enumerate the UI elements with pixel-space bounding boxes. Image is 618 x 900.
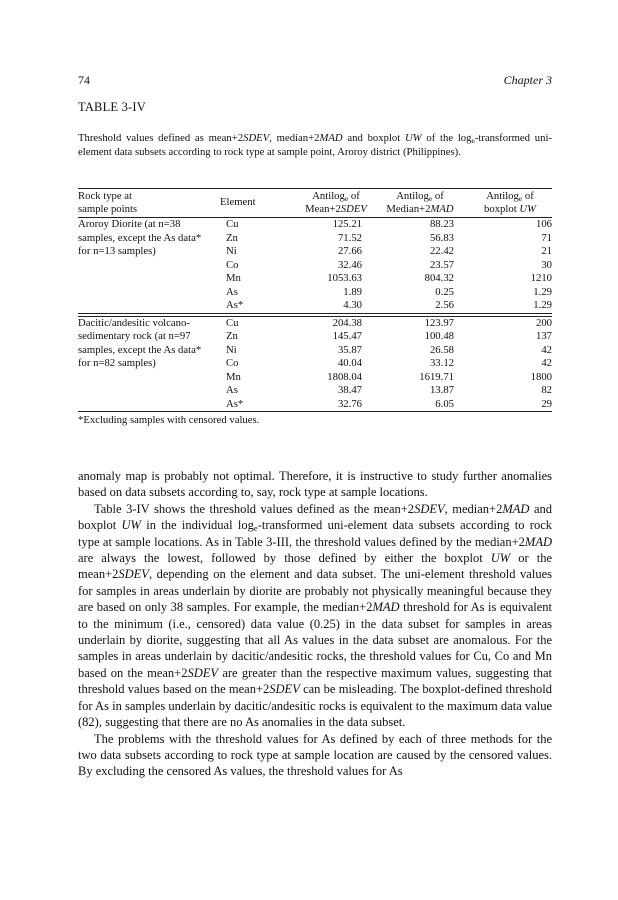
element-cell: As* [226, 299, 244, 311]
rock-group-diorite [78, 218, 552, 313]
table-bottom-rule [78, 411, 552, 412]
table-row [78, 317, 552, 331]
element-cell: Cu [226, 218, 239, 230]
uw-value-cell: 30 [541, 258, 552, 271]
mean-value-cell: 204.38 [332, 316, 362, 329]
uw-value-cell: 200 [535, 316, 552, 329]
table-row [78, 245, 552, 259]
mean-value-cell: 35.87 [337, 343, 362, 356]
header-boxplot: Antilog$_e$ of boxplot UW [484, 190, 536, 215]
median-value-cell: 23.57 [429, 258, 454, 271]
uw-value-cell: 82 [541, 384, 552, 396]
median-value-cell: 804.32 [424, 272, 454, 284]
median-value-cell: 56.83 [429, 231, 454, 244]
mean-value-cell: 32.46 [337, 258, 362, 271]
uw-value-cell: 42 [541, 343, 552, 356]
median-value-cell: 13.87 [429, 384, 454, 396]
uw-value-cell: 1.29 [533, 299, 552, 311]
mean-value-cell: 71.52 [337, 231, 362, 244]
table-row [78, 299, 552, 313]
header-median: Antilog$_e$ of Median+2MAD [386, 190, 454, 215]
element-cell: Ni [226, 245, 237, 257]
median-value-cell: 100.48 [424, 330, 454, 342]
table-row [78, 344, 552, 358]
element-cell: As [226, 285, 238, 298]
mean-value-cell: 125.21 [332, 218, 362, 230]
table-row [78, 371, 552, 385]
median-value-cell: 2.56 [435, 299, 454, 311]
element-cell: As [226, 384, 238, 396]
mean-value-cell: 38.47 [337, 384, 362, 396]
uw-value-cell: 1210 [530, 272, 552, 284]
header-rock-type: Rock type at sample points [78, 190, 138, 215]
group-rows [78, 317, 552, 412]
body-text [78, 468, 552, 780]
median-value-cell: 22.42 [429, 245, 454, 257]
uw-value-cell: 29 [541, 397, 552, 410]
header-mean: Antilog$_e$ of Mean+2SDEV [305, 190, 367, 215]
mean-value-cell: 27.66 [337, 245, 362, 257]
uw-value-cell: 1.29 [533, 285, 552, 298]
table-row [78, 357, 552, 371]
running-header-chapter: Chapter 3 [503, 73, 552, 87]
uw-value-cell: 42 [541, 357, 552, 369]
table-footnote: *Excluding samples with censored values. [78, 414, 260, 426]
median-value-cell: 1619.71 [419, 370, 454, 383]
table-row [78, 286, 552, 300]
element-cell: Cu [226, 316, 239, 329]
mean-value-cell: 1053.63 [327, 272, 362, 284]
mean-value-cell: 40.04 [337, 357, 362, 369]
rock-type-label: Dacitic/andesitic volcano- sedimentary rock (at n=97 samples, except the As data* for n=82 samples) [78, 316, 202, 369]
median-value-cell: 88.23 [429, 218, 454, 230]
table-row [78, 218, 552, 232]
group-separator-rule [78, 313, 552, 314]
rock-type-label: Aroroy Diorite (at n=38 samples, except the As data* for n=13 samples) [78, 218, 202, 257]
mean-value-cell: 4.30 [343, 299, 362, 311]
uw-value-cell: 106 [535, 218, 552, 230]
median-value-cell: 0.25 [435, 285, 454, 298]
table-row [78, 330, 552, 344]
mean-value-cell: 1808.04 [327, 370, 362, 383]
table-row [78, 259, 552, 273]
element-cell: Zn [226, 231, 238, 244]
uw-value-cell: 21 [541, 245, 552, 257]
paragraph: Table 3-IV shows the threshold values defined as the mean+2SDEV, median+2MAD and boxplot UW in the individual $\log_e$-transformed uni-element data subsets according to rock type at sample locations. As in Table 3-III, the threshold values defined by the median+2MAD are always the lowest, followed by those defined by either the boxplot UW or the mean+2SDEV, depending on the element and data subset. The uni-element threshold values for samples in areas underlain by diorite are probably not physically meaningful because they are based on only 38 samples. For example, the median+2MAD threshold for As is equivalent to the minimum (i.e., censored) data value (0.25) in the data subset for samples in areas underlain by diorite, suggesting that all As values in the data subset are anomalous. For the samples in areas underlain by dacitic/andesitic rocks, the threshold values for Cu, Co and Mn based on the mean+2SDEV are greater than the respective maximum values, suggesting that threshold values based on the mean+2SDEV can be misleading. The boxplot-defined threshold for As in samples underlain by dacitic/andesitic rocks is equivalent to the maximum data value (82), suggesting that there are no As anomalies in the data subset. [78, 501, 553, 730]
paragraph: The problems with the threshold values for As defined by each of three methods for the two data subsets according to rock type at sample location are caused by the censored values. By excluding the censored As values, the threshold values for As [78, 731, 552, 779]
element-cell: Ni [226, 343, 237, 356]
table-row [78, 398, 552, 412]
paragraph: anomaly map is probably not optimal. Therefore, it is instructive to study further anomalies based on data subsets according to, say, rock type at sample locations. [78, 469, 552, 500]
table-row [78, 384, 552, 398]
table-header [78, 189, 552, 217]
uw-value-cell: 137 [535, 330, 552, 342]
median-value-cell: 26.58 [429, 343, 454, 356]
element-cell: As* [226, 397, 244, 410]
table-row [78, 272, 552, 286]
threshold-table [78, 188, 552, 427]
table-label: TABLE 3-IV [78, 100, 146, 114]
element-cell: Mn [226, 370, 241, 383]
element-cell: Co [226, 357, 239, 369]
element-cell: Mn [226, 272, 241, 284]
element-cell: Co [226, 258, 239, 271]
mean-value-cell: 1.89 [343, 285, 362, 298]
group-rows [78, 218, 552, 313]
header-element: Element [220, 196, 256, 208]
uw-value-cell: 71 [541, 231, 552, 244]
mean-value-cell: 32.76 [337, 397, 362, 410]
rock-group-dacitic [78, 317, 552, 412]
page-number: 74 [78, 73, 90, 87]
table-caption: Threshold values defined as mean+2SDEV, median+2MAD and boxplot UW of the $\log_e$-transformed uni-element data subsets according to rock type at sample point, Aroroy district (Philippines). [78, 132, 552, 158]
mean-value-cell: 145.47 [332, 330, 362, 342]
median-value-cell: 33.12 [429, 357, 454, 369]
element-cell: Zn [226, 330, 238, 342]
median-value-cell: 6.05 [435, 397, 454, 410]
uw-value-cell: 1800 [530, 370, 552, 383]
median-value-cell: 123.97 [424, 316, 454, 329]
table-row [78, 232, 552, 246]
